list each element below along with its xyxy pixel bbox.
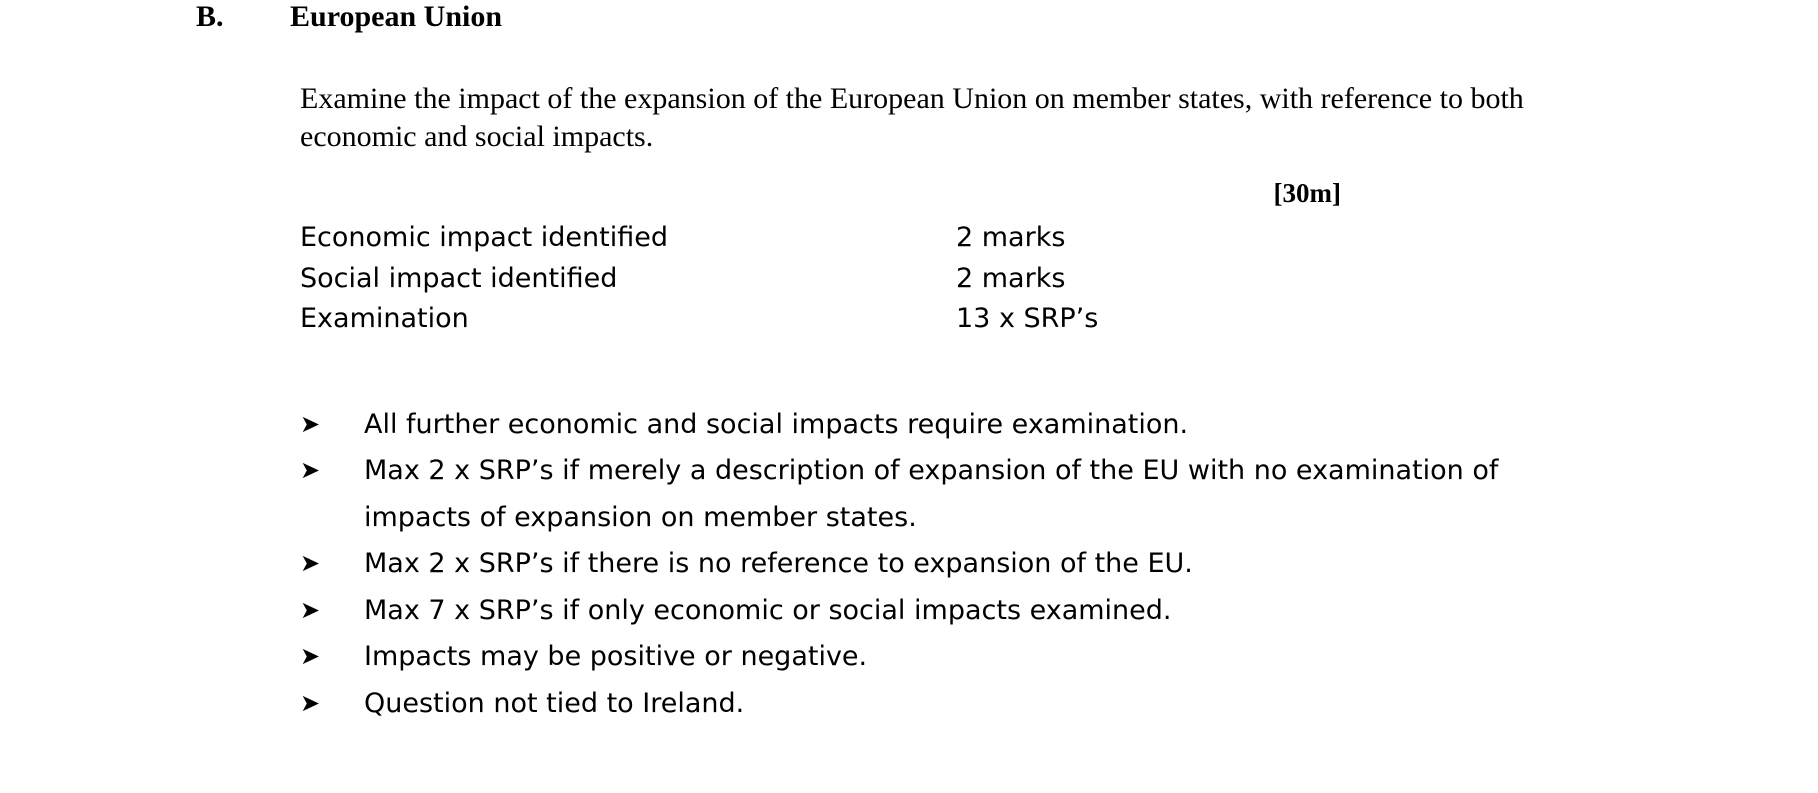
table-row: [300, 218, 1300, 259]
scheme-description: Economic impact identified: [300, 222, 668, 253]
list-item: [300, 402, 1600, 448]
list-item-text: Max 2 x SRP’s if there is no reference to expansion of the EU.: [364, 548, 1193, 580]
scheme-description: Examination: [300, 303, 469, 334]
marking-scheme-table: [300, 218, 1300, 340]
list-item: [300, 541, 1600, 587]
scheme-marks: 13 x SRP’s: [956, 303, 1099, 334]
scheme-marks: 2 marks: [956, 222, 1066, 253]
question-prompt: Examine the impact of the expansion of the European Union on member states, with reference to both economic and social impacts.: [300, 82, 1524, 153]
list-item: [300, 448, 1600, 541]
list-item: [300, 588, 1600, 634]
list-item-text: Impacts may be positive or negative.: [364, 641, 868, 673]
arrow-bullet-icon: ➤: [300, 456, 321, 485]
arrow-bullet-icon: ➤: [300, 595, 321, 624]
arrow-bullet-icon: ➤: [300, 688, 321, 717]
arrow-bullet-icon: ➤: [300, 410, 321, 438]
question-letter: B.: [196, 0, 224, 33]
list-item-text: All further economic and social impacts require examination.: [364, 409, 1189, 440]
list-item-text: Max 2 x SRP’s if merely a description of expansion of the EU with no examination of impacts of expansion on member states.: [364, 455, 1499, 533]
list-item-text: Max 7 x SRP’s if only economic or social impacts examined.: [364, 594, 1172, 626]
arrow-bullet-icon: ➤: [300, 549, 321, 578]
arrow-bullet-icon: ➤: [300, 642, 321, 671]
scheme-marks: 2 marks: [956, 262, 1066, 294]
list-item: [300, 634, 1600, 680]
question-heading: [196, 0, 1596, 34]
total-marks-badge: [30m]: [1273, 178, 1341, 208]
list-item-text: Question not tied to Ireland.: [364, 687, 745, 719]
table-row: [300, 299, 1300, 340]
notes-list: [300, 402, 1600, 727]
scheme-description: Social impact identified: [300, 262, 618, 294]
list-item: [300, 681, 1600, 727]
table-row: [300, 259, 1300, 300]
question-title: European Union: [290, 0, 503, 33]
